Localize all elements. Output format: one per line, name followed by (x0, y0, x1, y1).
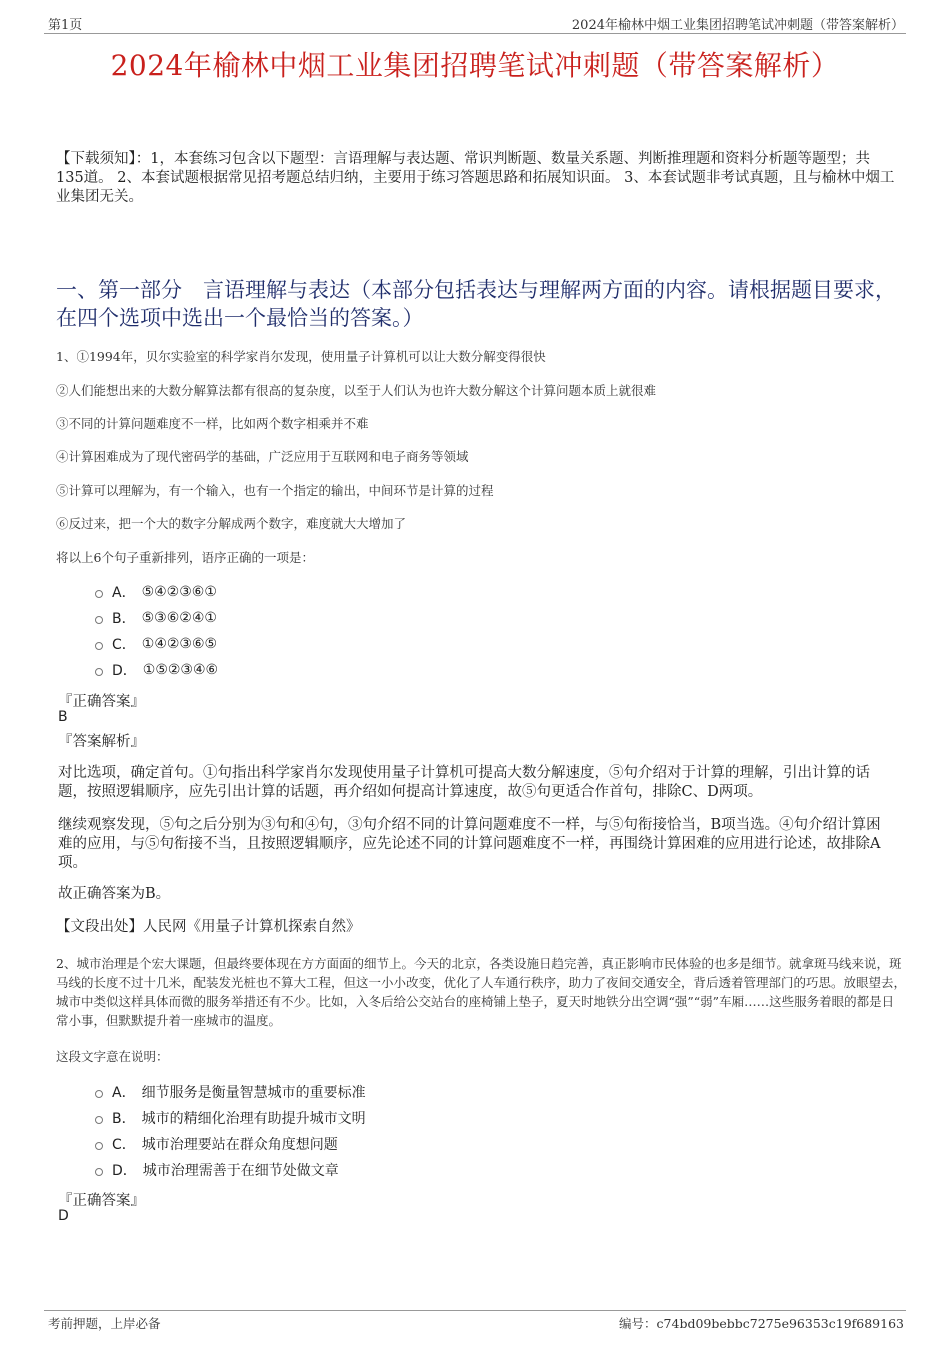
q2-option-a[interactable] (95, 1079, 366, 1105)
option-letter: C． (112, 637, 136, 653)
q1-prompt: 将以上6个句子重新排列，语序正确的一项是： (56, 550, 314, 565)
q2-answer-label: 『正确答案』 (58, 1193, 145, 1209)
q1-sentence-5: ⑤计算可以理解为，有一个输入，也有一个指定的输出，中间环节是计算的过程 (56, 483, 494, 498)
option-text: 细节服务是衡量智慧城市的重要标准 (141, 1085, 366, 1101)
q1-option-c[interactable] (95, 631, 218, 657)
q1-answer-label: 『正确答案』 (58, 694, 145, 710)
option-letter: C． (112, 1137, 136, 1153)
q1-analysis-para-3: 故正确答案为B。 (58, 886, 171, 902)
q1-sentence-2: ②人们能想出来的大数分解算法都有很高的复杂度，以至于人们认为也许大数分解这个计算问题本质上就很难 (56, 383, 657, 398)
option-letter: A． (112, 585, 136, 601)
radio-icon[interactable] (95, 1142, 103, 1150)
option-letter: D． (112, 1163, 137, 1179)
document-id: 编号：c74bd09bebbc7275e96353c19f689163 (619, 1316, 904, 1331)
q1-sentence-4: ④计算困难成为了现代密码学的基础，广泛应用于互联网和电子商务等领域 (56, 449, 469, 464)
q1-sentence-6: ⑥反过来，把一个大的数字分解成两个数字，难度就大大增加了 (56, 516, 407, 531)
radio-icon[interactable] (95, 590, 103, 598)
q1-answer: B (58, 709, 68, 725)
q1-analysis-para-1: 对比选项，确定首句。①句指出科学家肖尔发现使用量子计算机可提高大数分解速度，⑤句介绍对于计算的理解，引出计算的话题，按照逻辑顺序，应先引出计算的话题，再介绍如何提高计算速度，故⑤句更适合作首句，排除C、D两项。 (58, 765, 870, 800)
q2-passage: 2、城市治理是个宏大课题，但最终要体现在方方面面的细节上。今天的北京，各类设施日趋完善，真正影响市民体验的也多是细节。就拿斑马线来说，斑马线的长度不过十几米，配装发光桩也不算大工程，但这一小小改变，优化了人车通行秩序，助力了夜间交通安全，背后透着管理部门的巧思。放眼望去，城市中类似这样具体而微的服务举措还有不少。比如，入冬后给公交站台的座椅铺上垫子，夏天时地铁分出空调“强”“弱”车厢……这些服务着眼的都是日常小事，但默默提升着一座城市的温度。 (56, 956, 907, 1028)
radio-icon[interactable] (95, 642, 103, 650)
q1-option-b[interactable] (95, 605, 218, 631)
radio-icon[interactable] (95, 616, 103, 624)
option-letter: B． (112, 611, 136, 627)
q2-prompt: 这段文字意在说明： (56, 1049, 169, 1064)
q1-analysis-label: 『答案解析』 (58, 734, 145, 750)
q2-option-b[interactable] (95, 1105, 366, 1131)
q1-sentence-1: 1、①1994年，贝尔实验室的科学家肖尔发现，使用量子计算机可以让大数分解变得很快 (56, 349, 546, 364)
option-text: ⑤④②③⑥① (141, 584, 217, 600)
option-letter: A． (112, 1085, 136, 1101)
radio-icon[interactable] (95, 668, 103, 676)
q2-answer: D (58, 1208, 69, 1224)
section-heading: 一、第一部分 言语理解与表达（本部分包括表达与理解两方面的内容。请根据题目要求，在四个选项中选出一个最恰当的答案。） (56, 278, 896, 330)
q2-option-c[interactable] (95, 1131, 366, 1157)
page-number: 第1页 (48, 18, 83, 33)
q1-option-a[interactable] (95, 579, 218, 605)
radio-icon[interactable] (95, 1168, 103, 1176)
option-text: 城市治理需善于在细节处做文章 (142, 1163, 339, 1179)
q2-option-d[interactable] (95, 1157, 366, 1183)
footer-slogan: 考前押题，上岸必备 (48, 1316, 161, 1331)
q1-sentence-3: ③不同的计算问题难度不一样，比如两个数字相乘并不难 (56, 416, 369, 431)
option-text: ①⑤②③④⑥ (142, 662, 219, 678)
q1-source: 【文段出处】人民网《用量子计算机探索自然》 (56, 919, 361, 935)
option-text: 城市的精细化治理有助提升城市文明 (141, 1111, 366, 1127)
option-text: 城市治理要站在群众角度想问题 (141, 1137, 338, 1153)
option-text: ①④②③⑥⑤ (141, 636, 218, 652)
option-letter: D． (112, 663, 137, 679)
option-letter: B． (112, 1111, 136, 1127)
running-title: 2024年榆林中烟工业集团招聘笔试冲刺题（带答案解析） (571, 18, 904, 33)
footer-divider (44, 1310, 906, 1311)
q1-options (95, 579, 218, 683)
q2-options (95, 1079, 366, 1183)
q1-analysis-para-2: 继续观察发现，⑤句之后分别为③句和④句，③句介绍不同的计算问题难度不一样，与⑤句衔接恰当，B项当选。④句介绍计算困难的应用，与⑤句衔接不当，且按照逻辑顺序，应先论述不同的计算问题难度不一样，再围绕计算困难的应用进行论述，故排除A项。 (58, 817, 881, 871)
download-notice: 【下载须知】：1，本套练习包含以下题型：言语理解与表达题、常识判断题、数量关系题、判断推理题和资料分析题等题型；共135道。 2、本套试题根据常见招考题总结归纳，主要用于练习答题思路和拓展知识面。 3、本套试题非考试真题，且与榆林中烟工业集团无关。 (56, 151, 895, 205)
radio-icon[interactable] (95, 1090, 103, 1098)
option-text: ⑤③⑥②④① (141, 610, 217, 626)
header-divider (44, 33, 906, 34)
q1-option-d[interactable] (95, 657, 218, 683)
radio-icon[interactable] (95, 1116, 103, 1124)
document-title: 2024年榆林中烟工业集团招聘笔试冲刺题（带答案解析） (110, 49, 840, 82)
